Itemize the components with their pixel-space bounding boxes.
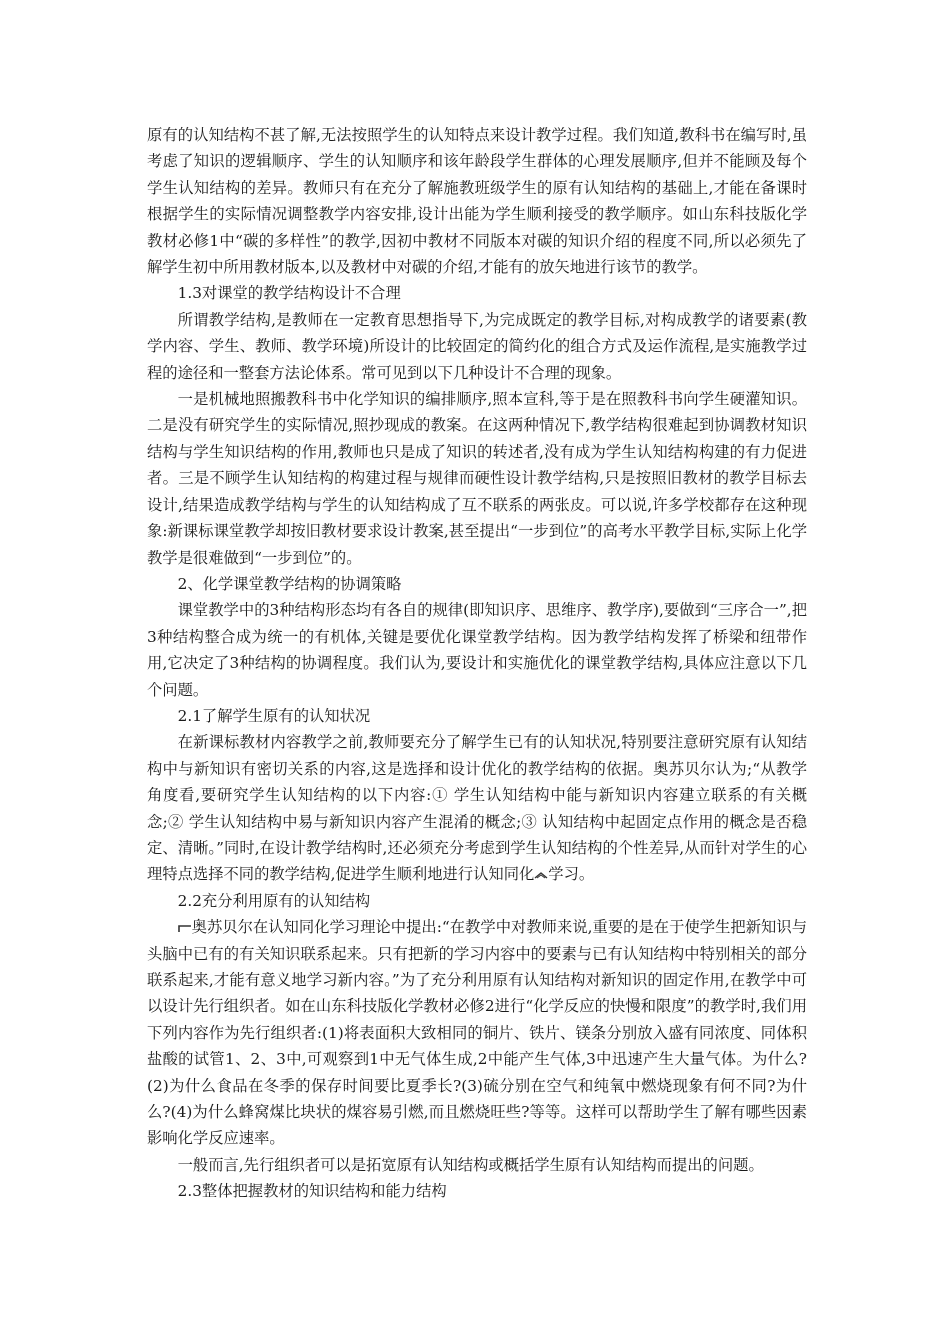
caret-mark-icon — [534, 870, 548, 880]
section-heading-2-1: 2.1了解学生原有的认知状况 — [177, 706, 371, 725]
paragraph-cognitive-status-text: 在新课标教材内容教学之前,教师要充分了解学生已有的认知状况,特别要注意研究原有认知结构中与新知识有密切关系的内容,这是选择和设计优化的教学结构的依据。奥苏贝尔认为;“从教学角度看,要研究学生认知结构的以下内容:① 学生认知结构中能与新知识内容建立联系的有关概念;② 学生认知结构中易与新知识内容产生混淆的概念;③ 认知结构中起固定点作用的概念是否稳定、清晰。”同时,在设计教学结构时,还必须充分考虑到学生认知结构的个性差异,从而针对学生的心理特点选择不同的教学结构,促进学生顺利地进行认知同化 — [147, 733, 807, 884]
section-heading-2-3: 2.3整体把握教材的知识结构和能力结构 — [177, 1182, 447, 1201]
paragraph-advance-organizer-summary: 一般而言,先行组织者可以是拓宽原有认知结构或概括学生原有认知结构而提出的问题。 — [177, 1155, 764, 1174]
bracket-mark-icon — [178, 923, 192, 933]
section-heading-2: 2、化学课堂教学结构的协调策略 — [177, 574, 402, 593]
paragraph-cognitive-status-end: 学习。 — [548, 865, 595, 884]
paragraph-use-existing-structure — [147, 914, 807, 1152]
paragraph-use-existing-structure-text: 奥苏贝尔在认知同化学习理论中提出:“在教学中对教师来说,重要的是在于使学生把新知识与头脑中已有的有关知识联系起来。只有把新的学习内容中的要素与已有认知结构中特别相关的部分联系起来,才能有意义地学习新内容。”为了充分利用原有认知结构对新知识的固定作用,在教学中可以设计先行组织者。如在山东科技版化学教材必修2进行“化学反应的快慢和限度”的教学时,我们用下列内容作为先行组织者:(1)将表面积大致相同的铜片、铁片、镁条分别放入盛有同浓度、同体积盐酸的试管1、2、3中,可观察到1中无气体生成,2中能产生气体,3中迅速产生大量气体。为什么?(2)为什么食品在冬季的保存时间要比夏季长?(3)硫分别在空气和纯氧中燃烧现象有何不同?为什么?(4)为什么蜂窝煤比块状的煤容易引燃,而且燃烧旺些?等等。这样可以帮助学生了解有哪些因素影响化学反应速率。 — [147, 918, 807, 1148]
section-heading-2-2: 2.2充分利用原有的认知结构 — [177, 891, 371, 910]
paragraph-continuation: 原有的认知结构不甚了解,无法按照学生的认知特点来设计教学过程。我们知道,教科书在编写时,虽考虑了知识的逻辑顺序、学生的认知顺序和该年龄段学生群体的心理发展顺序,但并不能顾及每个学生认知结构的差异。教师只有在充分了解施教班级学生的原有认知结构的基础上,才能在备课时根据学生的实际情况调整教学内容安排,设计出能为学生顺利接受的教学顺序。如山东科技版化学教材必修1中“碳的多样性”的教学,因初中教材不同版本对碳的知识介绍的程度不同,所以必须先了解学生初中所用教材版本,以及教材中对碳的介绍,才能有的放矢地进行该节的教学。 — [147, 126, 807, 277]
document-page — [147, 122, 807, 1205]
paragraph-three-structures: 课堂教学中的3种结构形态均有各自的规律(即知识序、思维序、教学序),要做到“三序合一”,把3种结构整合成为统一的有机体,关键是要优化课堂教学结构。因为教学结构发挥了桥梁和纽带作用,它决定了3种结构的协调程度。我们认为,要设计和实施优化的课堂教学结构,具体应注意以下几个问题。 — [147, 601, 807, 699]
paragraph-cognitive-status — [147, 729, 807, 887]
paragraph-teaching-structure-definition: 所谓教学结构,是教师在一定教育思想指导下,为完成既定的教学目标,对构成教学的诸要素(教学内容、学生、教师、教学环境)所设计的比较固定的简约化的组合方式及运作流程,是实施教学过程的途径和一整套方法论体系。常可见到以下几种设计不合理的现象。 — [147, 310, 807, 382]
section-heading-1-3: 1.3对课堂的教学结构设计不合理 — [177, 284, 401, 303]
paragraph-unreasonable-designs: 一是机械地照搬教科书中化学知识的编排顺序,照本宣科,等于是在照教科书向学生硬灌知识。二是没有研究学生的实际情况,照抄现成的教案。在这两种情况下,教学结构很难起到协调教材知识结构与学生知识结构的作用,教师也只是成了知识的转述者,没有成为学生认知结构构建的有力促进者。三是不顾学生认知结构的构建过程与规律而硬性设计教学结构,只是按照旧教材的教学目标去设计,结果造成教学结构与学生的认知结构成了互不联系的两张皮。可以说,许多学校都存在这种现象:新课标课堂教学却按旧教材要求设计教案,甚至提出“一步到位”的高考水平教学目标,实际上化学教学是很难做到“一步到位”的。 — [147, 390, 807, 567]
